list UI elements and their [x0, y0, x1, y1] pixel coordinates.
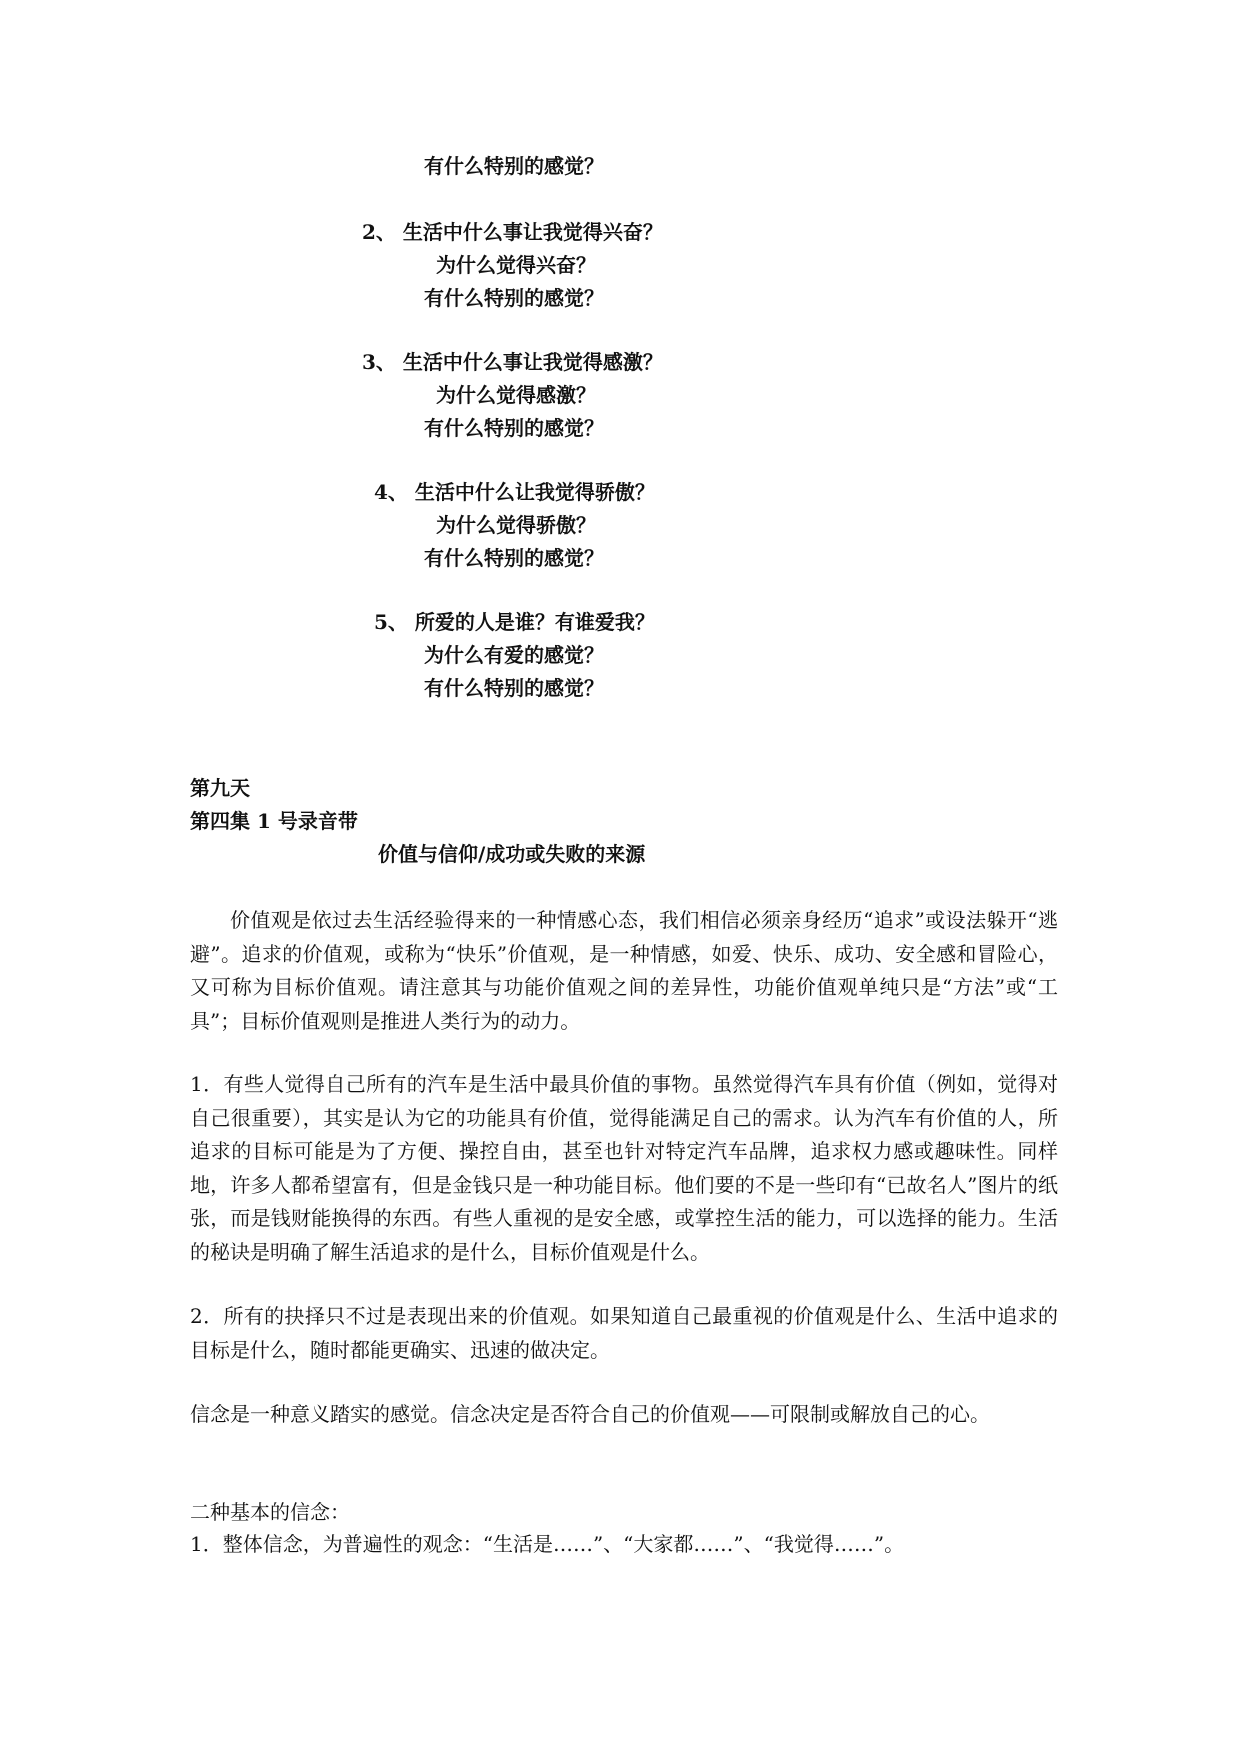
question-3-line-1: 3、 生活中什么事让我觉得感激？: [362, 350, 663, 374]
paragraph-belief: 信念是一种意义踏实的感觉。信念决定是否符合自己的价值观——可限制或解放自己的心。: [190, 1402, 990, 1426]
question-2-line-2: 为什么觉得兴奋？: [436, 253, 596, 277]
question-4-line-3: 有什么特别的感觉？: [424, 546, 604, 570]
question-5-line-3: 有什么特别的感觉？: [424, 676, 604, 700]
question-2-line-1: 2、 生活中什么事让我觉得兴奋？: [362, 220, 663, 244]
paragraph-point-2: 2．所有的抉择只不过是表现出来的价值观。如果知道自己最重视的价值观是什么、生活中追求的目标是什么，随时都能更确实、迅速的做决定。: [190, 1304, 1058, 1362]
section-title: 价值与信仰/成功或失败的来源: [378, 842, 646, 866]
question-3-line-3: 有什么特别的感觉？: [424, 416, 604, 440]
question-2-line-3: 有什么特别的感觉？: [424, 286, 604, 310]
question-5-line-1: 5、 所爱的人是谁？有谁爱我？: [374, 610, 655, 634]
day-heading: 第九天: [190, 776, 250, 800]
question-4-line-2: 为什么觉得骄傲？: [436, 513, 596, 537]
paragraph-point-1: 1．有些人觉得自己所有的汽车是生活中最具价值的事物。虽然觉得汽车具有价值（例如，觉得对自己很重要），其实是认为它的功能具有价值，觉得能满足自己的需求。认为汽车有价值的人，所追求的目标可能是为了方便、操控自由，甚至也针对特定汽车品牌，追求权力感或趣味性。同样地，许多人都希望富有，但是金钱只是一种功能目标。他们要的不是一些印有“已故名人”图片的纸张，而是钱财能换得的东西。有些人重视的是安全感，或掌控生活的能力，可以选择的能力。生活的秘诀是明确了解生活追求的是什么，目标价值观是什么。: [190, 1072, 1058, 1264]
paragraph-belief-types: 二种基本的信念：: [190, 1500, 350, 1524]
question-3-line-2: 为什么觉得感激？: [436, 383, 596, 407]
question-5-line-2: 为什么有爱的感觉？: [424, 643, 604, 667]
paragraph-values-intro: 价值观是依过去生活经验得来的一种情感心态，我们相信必须亲身经历“追求”或设法躲开“逃避”。追求的价值观，或称为“快乐”价值观，是一种情感，如爱、快乐、成功、安全感和冒险心，又可称为目标价值观。请注意其与功能价值观之间的差异性，功能价值观单纯只是“方法”或“工具”；目标价值观则是推进人类行为的动力。: [190, 908, 1058, 1033]
tape-heading: 第四集 1 号录音带: [190, 809, 358, 833]
question-1-line-3: 有什么特别的感觉？: [424, 154, 604, 178]
paragraph-belief-type-1: 1．整体信念，为普遍性的观念：“生活是……”、“大家都……”、“我觉得……”。: [190, 1532, 905, 1556]
question-4-line-1: 4、 生活中什么让我觉得骄傲？: [374, 480, 655, 504]
